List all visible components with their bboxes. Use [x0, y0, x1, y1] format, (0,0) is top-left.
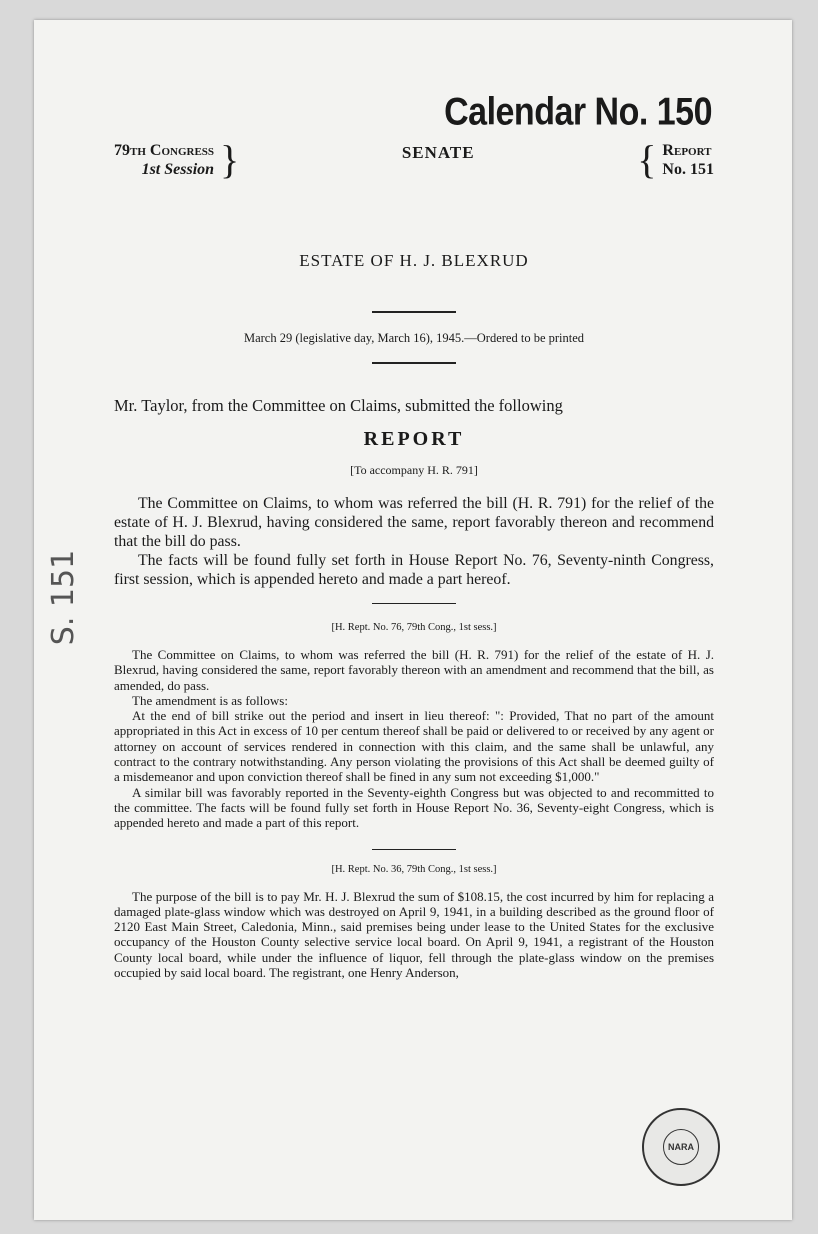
report-number-block	[631, 137, 714, 182]
right-brace-icon: }	[220, 137, 240, 182]
paragraph: At the end of bill strike out the period and insert in lieu thereof: ": Provided, That no part of the amount appropriated in this Act in excess of 10 per centum thereof shall be paid or delivered to or received by any agent or attorney on account of services rendered in connection with this claim, and the same shall be unlawful, any contract to the contrary notwithstanding. Any person violating the provisions of this Act shall be deemed guilty of a misdemeanor and upon conviction thereof shall be fined in any sum not exceeding $1,000."	[114, 708, 714, 785]
document-content	[114, 90, 714, 980]
session-label: 1st Session	[141, 161, 215, 178]
house-report-section	[114, 889, 714, 981]
document-page	[34, 20, 792, 1220]
report-label: Report	[662, 142, 712, 159]
paragraph: The amendment is as follows:	[132, 692, 288, 708]
house-report-reference: [H. Rept. No. 76, 79th Cong., 1st sess.]	[331, 622, 497, 633]
paragraph: The Committee on Claims, to whom was referred the bill (H. R. 791) for the relief of the estate of H. J. Blexrud, having considered the same, report favorably thereon and recommend that the bill do pass.	[114, 495, 714, 550]
divider	[372, 311, 456, 313]
accompany-line: [To accompany H. R. 791]	[350, 463, 478, 477]
paragraph: The Committee on Claims, to whom was referred the bill (H. R. 791) for the relief of the estate of H. J. Blexrud, having considered the same, report favorably thereon with an amendment and recommend that the bill, as amended, do pass.	[114, 647, 714, 693]
library-stamp-icon: NARA	[642, 1108, 720, 1186]
report-heading: REPORT	[363, 428, 465, 450]
intro-section	[114, 494, 714, 589]
divider	[372, 603, 456, 604]
submitted-line: Mr. Taylor, from the Committee on Claims, submitted the following	[114, 396, 563, 415]
document-title: ESTATE OF H. J. BLEXRUD	[299, 251, 529, 270]
ordered-line: March 29 (legislative day, March 16), 1945.—Ordered to be printed	[243, 331, 585, 345]
paragraph: The purpose of the bill is to pay Mr. H. J. Blexrud the sum of $108.15, the cost incurred by him for replacing a damaged plate-glass window which was destroyed on April 9, 1941, in a building described as the ground floor of 2120 East Main Street, Caledonia, Minn., said premises being under lease to the United States for the exclusive occupancy of the Houston County selective service local board. On April 9, 1941, a registrant of the Houston County local board, while under the influence of liquor, fell through the plate-glass window on the premises occupied by said local board. The registrant, one Henry Anderson,	[114, 888, 714, 981]
congress-block	[114, 137, 245, 182]
chamber-label: SENATE	[401, 143, 475, 162]
house-report-section	[114, 647, 714, 831]
report-number: No. 151	[662, 161, 714, 178]
margin-handwriting: S. 151	[46, 549, 82, 646]
divider	[372, 362, 456, 364]
congress-label: 79th Congress	[114, 142, 215, 159]
paragraph: A similar bill was favorably reported in the Seventy-eighth Congress but was objected to and recommitted to the committee. The facts will be found fully set forth in House Report No. 36, Seventy-eight Congress, which is appended hereto and made a part of this report.	[114, 784, 714, 831]
paragraph: The facts will be found fully set forth in House Report No. 76, Seventy-ninth Congress, first session, which is appended hereto and made a part hereof.	[114, 552, 714, 588]
left-brace-icon: {	[637, 137, 657, 182]
house-report-reference: [H. Rept. No. 36, 79th Cong., 1st sess.]	[331, 863, 497, 875]
report-header	[114, 137, 714, 182]
calendar-number: Calendar No. 150	[444, 90, 712, 134]
divider	[372, 849, 456, 850]
